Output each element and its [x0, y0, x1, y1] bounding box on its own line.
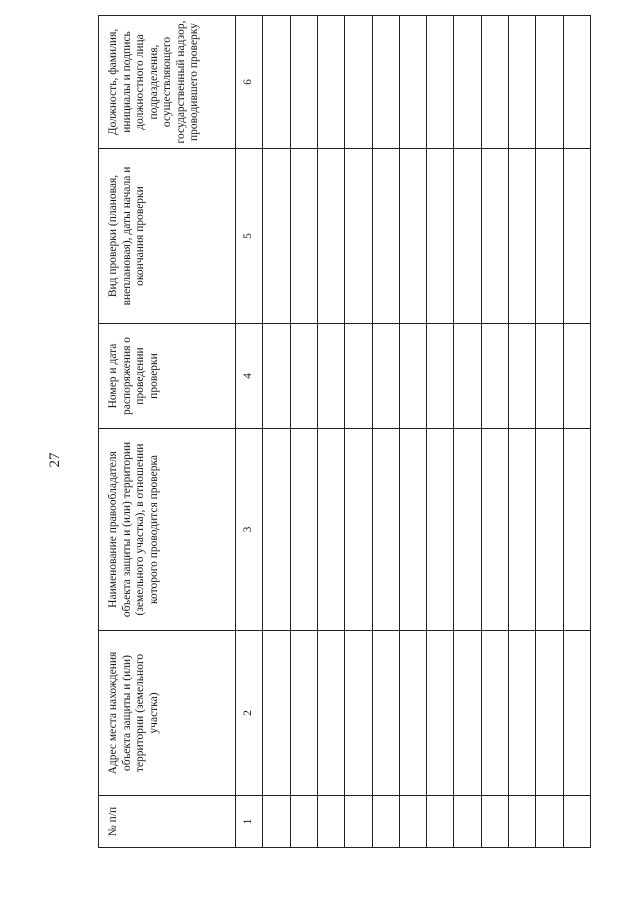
table-cell: [345, 796, 372, 848]
table-cell: [318, 631, 345, 796]
table-cell: [481, 324, 508, 429]
table-cell: [318, 16, 345, 149]
table-cell: [563, 324, 590, 429]
table-cell: [399, 796, 426, 848]
table-cell: [372, 16, 399, 149]
table-cell: [509, 429, 536, 631]
table-cell: [345, 16, 372, 149]
table-cell: [509, 16, 536, 149]
table-cell: [454, 796, 481, 848]
table-row: [345, 16, 372, 848]
table-cell: [536, 796, 563, 848]
header-row-number: № п/п: [99, 796, 236, 848]
table-cell: [372, 324, 399, 429]
column-number: 4: [236, 324, 263, 429]
table-cell: [290, 429, 317, 631]
table-row: [427, 16, 454, 848]
table-row: [454, 16, 481, 848]
column-number-row: [236, 16, 263, 848]
table-cell: [454, 324, 481, 429]
table-cell: [481, 796, 508, 848]
table-cell: [427, 324, 454, 429]
rotated-table-frame: [98, 20, 591, 848]
table-cell: [263, 631, 290, 796]
table-row: [509, 16, 536, 848]
table-cell: [481, 429, 508, 631]
table-header-row: [99, 16, 236, 848]
table-cell: [345, 429, 372, 631]
table-row: [536, 16, 563, 848]
table-cell: [427, 796, 454, 848]
table-cell: [536, 149, 563, 324]
table-cell: [345, 631, 372, 796]
table-cell: [318, 796, 345, 848]
table-cell: [454, 631, 481, 796]
table-cell: [263, 16, 290, 149]
table-row: [563, 16, 590, 848]
table-cell: [372, 429, 399, 631]
table-cell: [345, 324, 372, 429]
table-cell: [509, 324, 536, 429]
table-cell: [536, 631, 563, 796]
header-address: Адрес места нахождения объекта защиты и (или) территории (земельного участка): [99, 631, 236, 796]
table-cell: [372, 149, 399, 324]
table-row: [481, 16, 508, 848]
table-cell: [372, 796, 399, 848]
table-row: [372, 16, 399, 848]
table-cell: [536, 16, 563, 149]
table-cell: [563, 429, 590, 631]
table-cell: [399, 631, 426, 796]
table-cell: [372, 631, 399, 796]
table-row: [399, 16, 426, 848]
table-cell: [454, 149, 481, 324]
table-cell: [290, 796, 317, 848]
table-cell: [509, 796, 536, 848]
table-cell: [509, 631, 536, 796]
column-number: 2: [236, 631, 263, 796]
table-cell: [399, 324, 426, 429]
table-body: [263, 16, 591, 848]
table-cell: [563, 631, 590, 796]
table-cell: [481, 149, 508, 324]
table-cell: [481, 631, 508, 796]
table-cell: [318, 149, 345, 324]
table-cell: [318, 429, 345, 631]
table-cell: [563, 796, 590, 848]
table-cell: [263, 429, 290, 631]
table-cell: [563, 149, 590, 324]
inspection-log-table: [98, 15, 591, 848]
header-owner-name: Наименование правообладателя объекта защиты и (или) территории (земельного участка), в отношении которого проводится проверка: [99, 429, 236, 631]
table-cell: [290, 631, 317, 796]
table-cell: [399, 16, 426, 149]
table-cell: [263, 796, 290, 848]
table-cell: [427, 16, 454, 149]
table-cell: [481, 16, 508, 149]
table-cell: [509, 149, 536, 324]
table-cell: [454, 429, 481, 631]
inspection-log-table-container: [98, 20, 591, 848]
table-cell: [399, 149, 426, 324]
table-cell: [536, 324, 563, 429]
table-row: [290, 16, 317, 848]
page-number: 27: [47, 452, 63, 468]
table-cell: [454, 16, 481, 149]
table-cell: [399, 429, 426, 631]
column-number: 1: [236, 796, 263, 848]
table-row: [263, 16, 290, 848]
header-order-number-date: Номер и дата распоряжения о проведении проверки: [99, 324, 236, 429]
table-cell: [263, 149, 290, 324]
column-number: 3: [236, 429, 263, 631]
table-cell: [345, 149, 372, 324]
table-cell: [427, 429, 454, 631]
column-number: 6: [236, 16, 263, 149]
table-cell: [427, 149, 454, 324]
table-cell: [290, 149, 317, 324]
table-cell: [427, 631, 454, 796]
header-inspection-type-dates: Вид проверки (плановая, внеплановая), даты начала и окончания проверки: [99, 149, 236, 324]
header-official-signature: Должность, фамилия, инициалы и подпись должностного лица подразделения, осуществляющего государственный надзор, проводившего проверку: [99, 16, 236, 149]
table-cell: [263, 324, 290, 429]
table-cell: [290, 16, 317, 149]
column-number: 5: [236, 149, 263, 324]
table-cell: [290, 324, 317, 429]
table-row: [318, 16, 345, 848]
table-cell: [563, 16, 590, 149]
table-cell: [536, 429, 563, 631]
table-cell: [318, 324, 345, 429]
